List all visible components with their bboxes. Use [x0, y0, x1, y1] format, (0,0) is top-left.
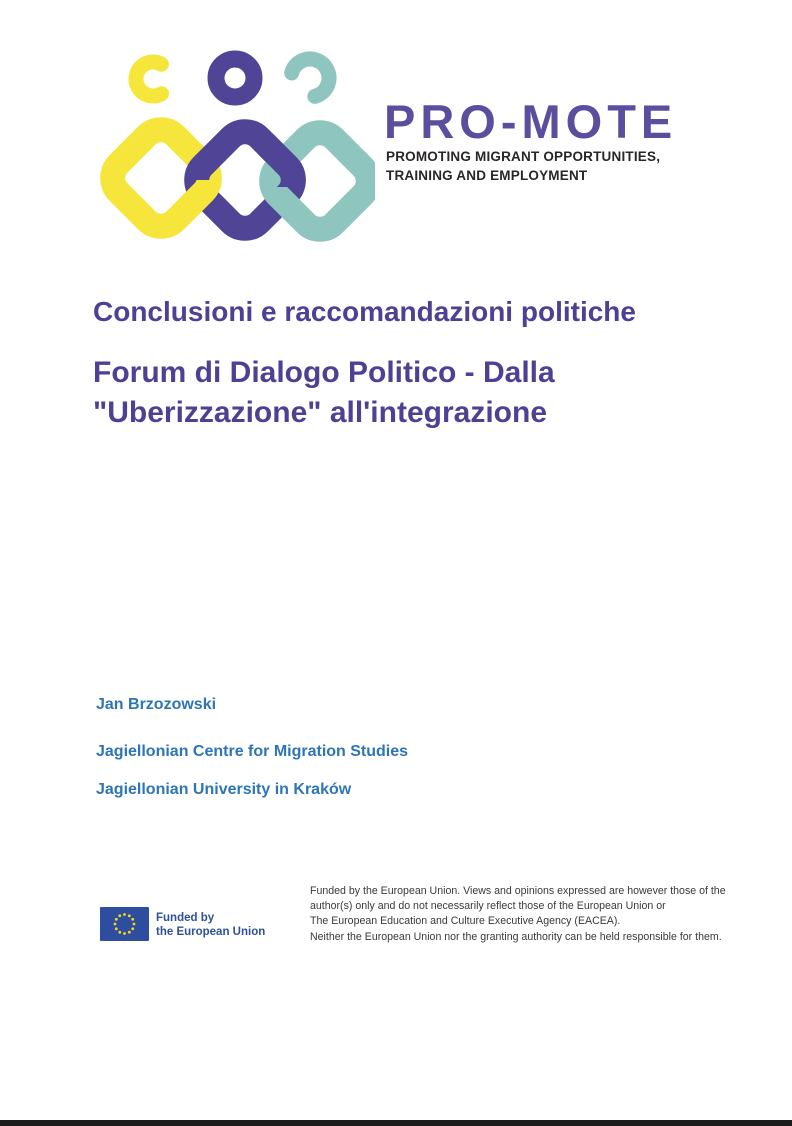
- eu-disclaimer-line2: author(s) only and do not necessarily reflect those of the European Union or: [310, 900, 666, 913]
- eu-disclaimer-line4: Neither the European Union nor the granting authority can be held responsible for them.: [310, 930, 722, 943]
- document-title: Conclusioni e raccomandazioni politiche: [93, 296, 636, 327]
- eu-disclaimer-line3: The European Education and Culture Executive Agency (EACEA).: [310, 915, 621, 928]
- logo-tagline: [386, 147, 660, 185]
- funded-by-line2: the European Union: [156, 926, 266, 938]
- promote-logo-icon: [95, 40, 375, 255]
- eu-flag-icon: [100, 907, 149, 941]
- logo-head-teal-c-icon: [287, 55, 334, 102]
- page-bottom-edge: [0, 1120, 792, 1126]
- logo-tagline-line1: PROMOTING MIGRANT OPPORTUNITIES,: [386, 149, 661, 164]
- logo-head-yellow-c-icon: [130, 56, 176, 102]
- eu-disclaimer-line1: Funded by the European Union. Views and opinions expressed are however those of the: [310, 885, 726, 897]
- logo-head-purple-o-icon: [216, 59, 254, 97]
- document-subtitle-line2: "Uberizzazione" all'integrazione: [93, 396, 547, 429]
- author-affiliation-centre: Jagiellonian Centre for Migration Studies: [96, 743, 409, 760]
- document-subtitle-line1: Forum di Dialogo Politico - Dalla: [93, 356, 555, 389]
- document-subtitle: [93, 353, 555, 433]
- logo-tagline-line2: TRAINING AND EMPLOYMENT: [386, 168, 588, 183]
- author-affiliation-university: Jagiellonian University in Kraków: [96, 781, 352, 798]
- eu-disclaimer: [310, 884, 726, 945]
- logo-wordmark: PRO-MOTE: [384, 95, 678, 148]
- funded-by-line1: Funded by: [156, 912, 215, 924]
- author-name: Jan Brzozowski: [96, 696, 217, 713]
- funded-by-label: [156, 911, 265, 939]
